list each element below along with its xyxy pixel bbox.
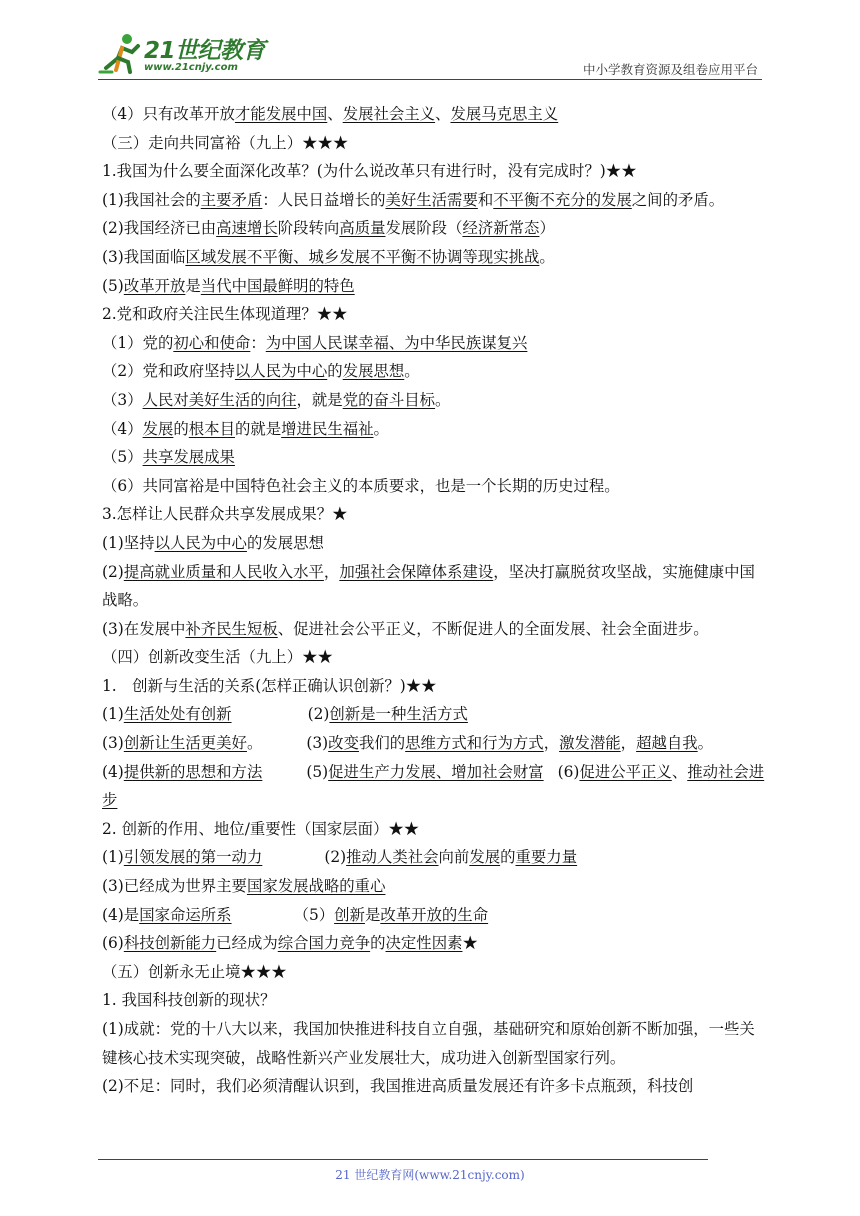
question-heading: 1. 创新与生活的关系(怎样正确认识创新？)★★ xyxy=(102,676,437,695)
section-heading: （五）创新永无止境★★★ xyxy=(102,962,287,981)
document-body xyxy=(102,100,768,1101)
text-line: (1)成就：党的十八大以来，我国加快推进科技自立自强，基础研究和原始创新不断加强，一些关键核心技术实现突破，战略性新兴产业发展壮大，成功进入创新型国家行列。 xyxy=(102,1020,755,1067)
question-heading: 3.怎样让人民群众共享发展成果？★ xyxy=(102,505,348,524)
text-line: (4)是国家命运所系 （5）创新是改革开放的生命 xyxy=(102,905,489,924)
text-line: (1)引领发展的第一动力 (2)推动人类社会向前发展的重要力量 xyxy=(102,848,578,867)
text-line: （5）共享发展成果 xyxy=(102,448,235,467)
text-line: (2)不足：同时，我们必须清醒认识到，我国推进高质量发展还有许多卡点瓶颈，科技创 xyxy=(102,1077,694,1096)
question-heading: 1.我国为什么要全面深化改革？(为什么说改革只有进行时，没有完成时？)★★ xyxy=(102,162,637,181)
platform-title: 中小学教育资源及组卷应用平台 xyxy=(582,62,758,77)
text-line: (6)科技创新能力已经成为综合国力竞争的决定性因素★ xyxy=(102,934,478,953)
question-heading: 2.党和政府关注民生体现道理？★★ xyxy=(102,305,348,324)
text-line: (3)在发展中补齐民生短板、促进社会公平正义，不断促进人的全面发展、社会全面进步。 xyxy=(102,619,709,638)
section-heading: （三）走向共同富裕（九上）★★★ xyxy=(102,133,349,152)
text-line: （3）人民对美好生活的向往，就是党的奋斗目标。 xyxy=(102,390,451,409)
text-line: (5)改革开放是当代中国最鲜明的特色 xyxy=(102,276,355,295)
question-heading: 1. 我国科技创新的现状？ xyxy=(102,991,276,1010)
runner-logo-icon xyxy=(98,32,142,76)
text-line: (1)坚持以人民为中心的发展思想 xyxy=(102,533,324,552)
text-line: (4)提供新的思想和方法 (5)促进生产力发展、增加社会财富 (6)促进公平正义、推动社会进步 xyxy=(102,762,765,810)
logo xyxy=(96,30,266,78)
text-line: （4）发展的根本目的就是增进民生福祉。 xyxy=(102,419,389,438)
text-line: （1）党的初心和使命：为中国人民谋幸福、为中华民族谋复兴 xyxy=(102,333,528,352)
text-line: (3)创新让生活更美好。 (3)改变我们的思维方式和行为方式，激发潜能，超越自我。 xyxy=(102,734,714,753)
text-line: （4）只有改革开放才能发展中国、发展社会主义、发展马克思主义 xyxy=(102,105,559,123)
brand-name: 21世纪教育 xyxy=(144,38,266,64)
text-line: （6）共同富裕是中国特色社会主义的本质要求，也是一个长期的历史过程。 xyxy=(102,476,620,495)
text-line: （2）党和政府坚持以人民为中心的发展思想。 xyxy=(102,362,420,381)
section-heading: （四）创新改变生活（九上）★★ xyxy=(102,648,333,667)
text-line: (3)已经成为世界主要国家发展战略的重心 xyxy=(102,877,386,896)
text-line: (2)我国经济已由高速增长阶段转向高质量发展阶段（经济新常态） xyxy=(102,219,555,238)
footer-divider xyxy=(98,1159,708,1160)
page-header xyxy=(0,0,860,80)
brand-url: www.21cnjy.com xyxy=(144,62,238,73)
page-footer: 21 世纪教育网(www.21cnjy.com) xyxy=(335,1168,525,1182)
text-line: (1)我国社会的主要矛盾：人民日益增长的美好生活需要和不平衡不充分的发展之间的矛盾。 xyxy=(102,190,725,209)
text-line: (3)我国面临区域发展不平衡、城乡发展不平衡不协调等现实挑战。 xyxy=(102,247,555,266)
text-line: (1)生活处处有创新 (2)创新是一种生活方式 xyxy=(102,705,468,724)
text-line: (2)提高就业质量和人民收入水平，加强社会保障体系建设，坚决打赢脱贫攻坚战，实施健康中国战略。 xyxy=(102,562,755,610)
question-heading: 2. 创新的作用、地位/重要性（国家层面）★★ xyxy=(102,819,420,838)
header-divider xyxy=(98,79,762,80)
